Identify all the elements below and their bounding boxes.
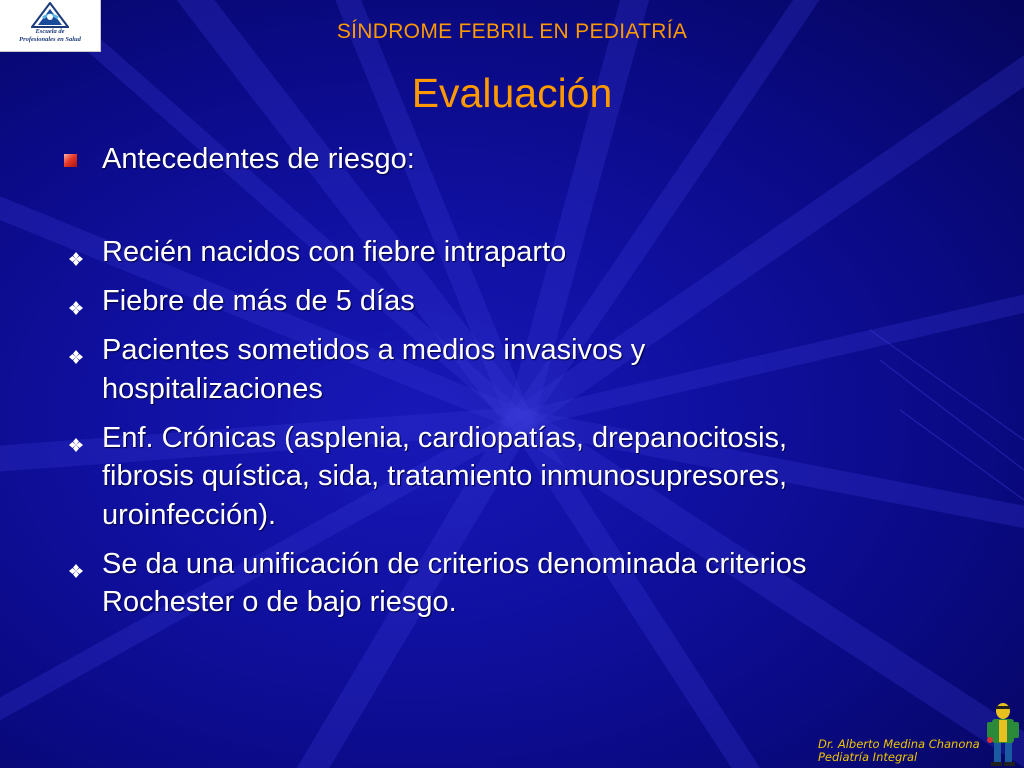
bullet-text-line: Enf. Crónicas (asplenia, cardiopatías, drepanocitosis,: [102, 421, 788, 454]
doctor-figure-icon: [985, 702, 1021, 766]
slide-title: Evaluación: [411, 70, 613, 116]
section-label: Antecedentes de riesgo:: [102, 143, 415, 175]
diamond-bullet-icon: [64, 292, 88, 316]
bullet-item: [64, 233, 984, 272]
logo-text-line1: Escuela de: [35, 28, 65, 35]
diamond-bullet-icon: [64, 243, 88, 267]
bullet-list: [64, 233, 984, 632]
bullet-item: [64, 331, 984, 408]
bullet-text-line: fibrosis quística, sida, tratamiento inmunosupresores,: [102, 460, 788, 492]
bullet-text-line: hospitalizaciones: [102, 372, 323, 405]
bullet-text-line: Fiebre de más de 5 días: [102, 285, 415, 317]
bullet-item: [64, 282, 984, 321]
bullet-text-line: uroinfección).: [102, 498, 277, 531]
diamond-bullet-icon: [64, 555, 88, 579]
footer-subtitle: Pediatría Integral: [818, 749, 918, 764]
footer-author: Dr. Alberto Medina Chanona: [818, 737, 980, 751]
logo-text-line2: Profesionales en Salud: [19, 36, 81, 43]
bullet-text-line: Se da una unificación de criterios denominada criterios: [102, 547, 807, 580]
square-bullet-icon: [64, 154, 77, 167]
header-title: SÍNDROME FEBRIL EN PEDIATRÍA: [336, 20, 688, 43]
bullet-text-line: Recién nacidos con fiebre intraparto: [102, 236, 567, 268]
bullet-item: [64, 545, 984, 622]
diamond-bullet-icon: [64, 341, 88, 365]
diamond-bullet-icon: [64, 429, 88, 453]
bullet-item: [64, 419, 984, 535]
footer: [818, 738, 980, 763]
bullet-text-line: Pacientes sometidos a medios invasivos y: [102, 334, 646, 366]
bullet-text-line: Rochester o de bajo riesgo.: [102, 586, 457, 618]
